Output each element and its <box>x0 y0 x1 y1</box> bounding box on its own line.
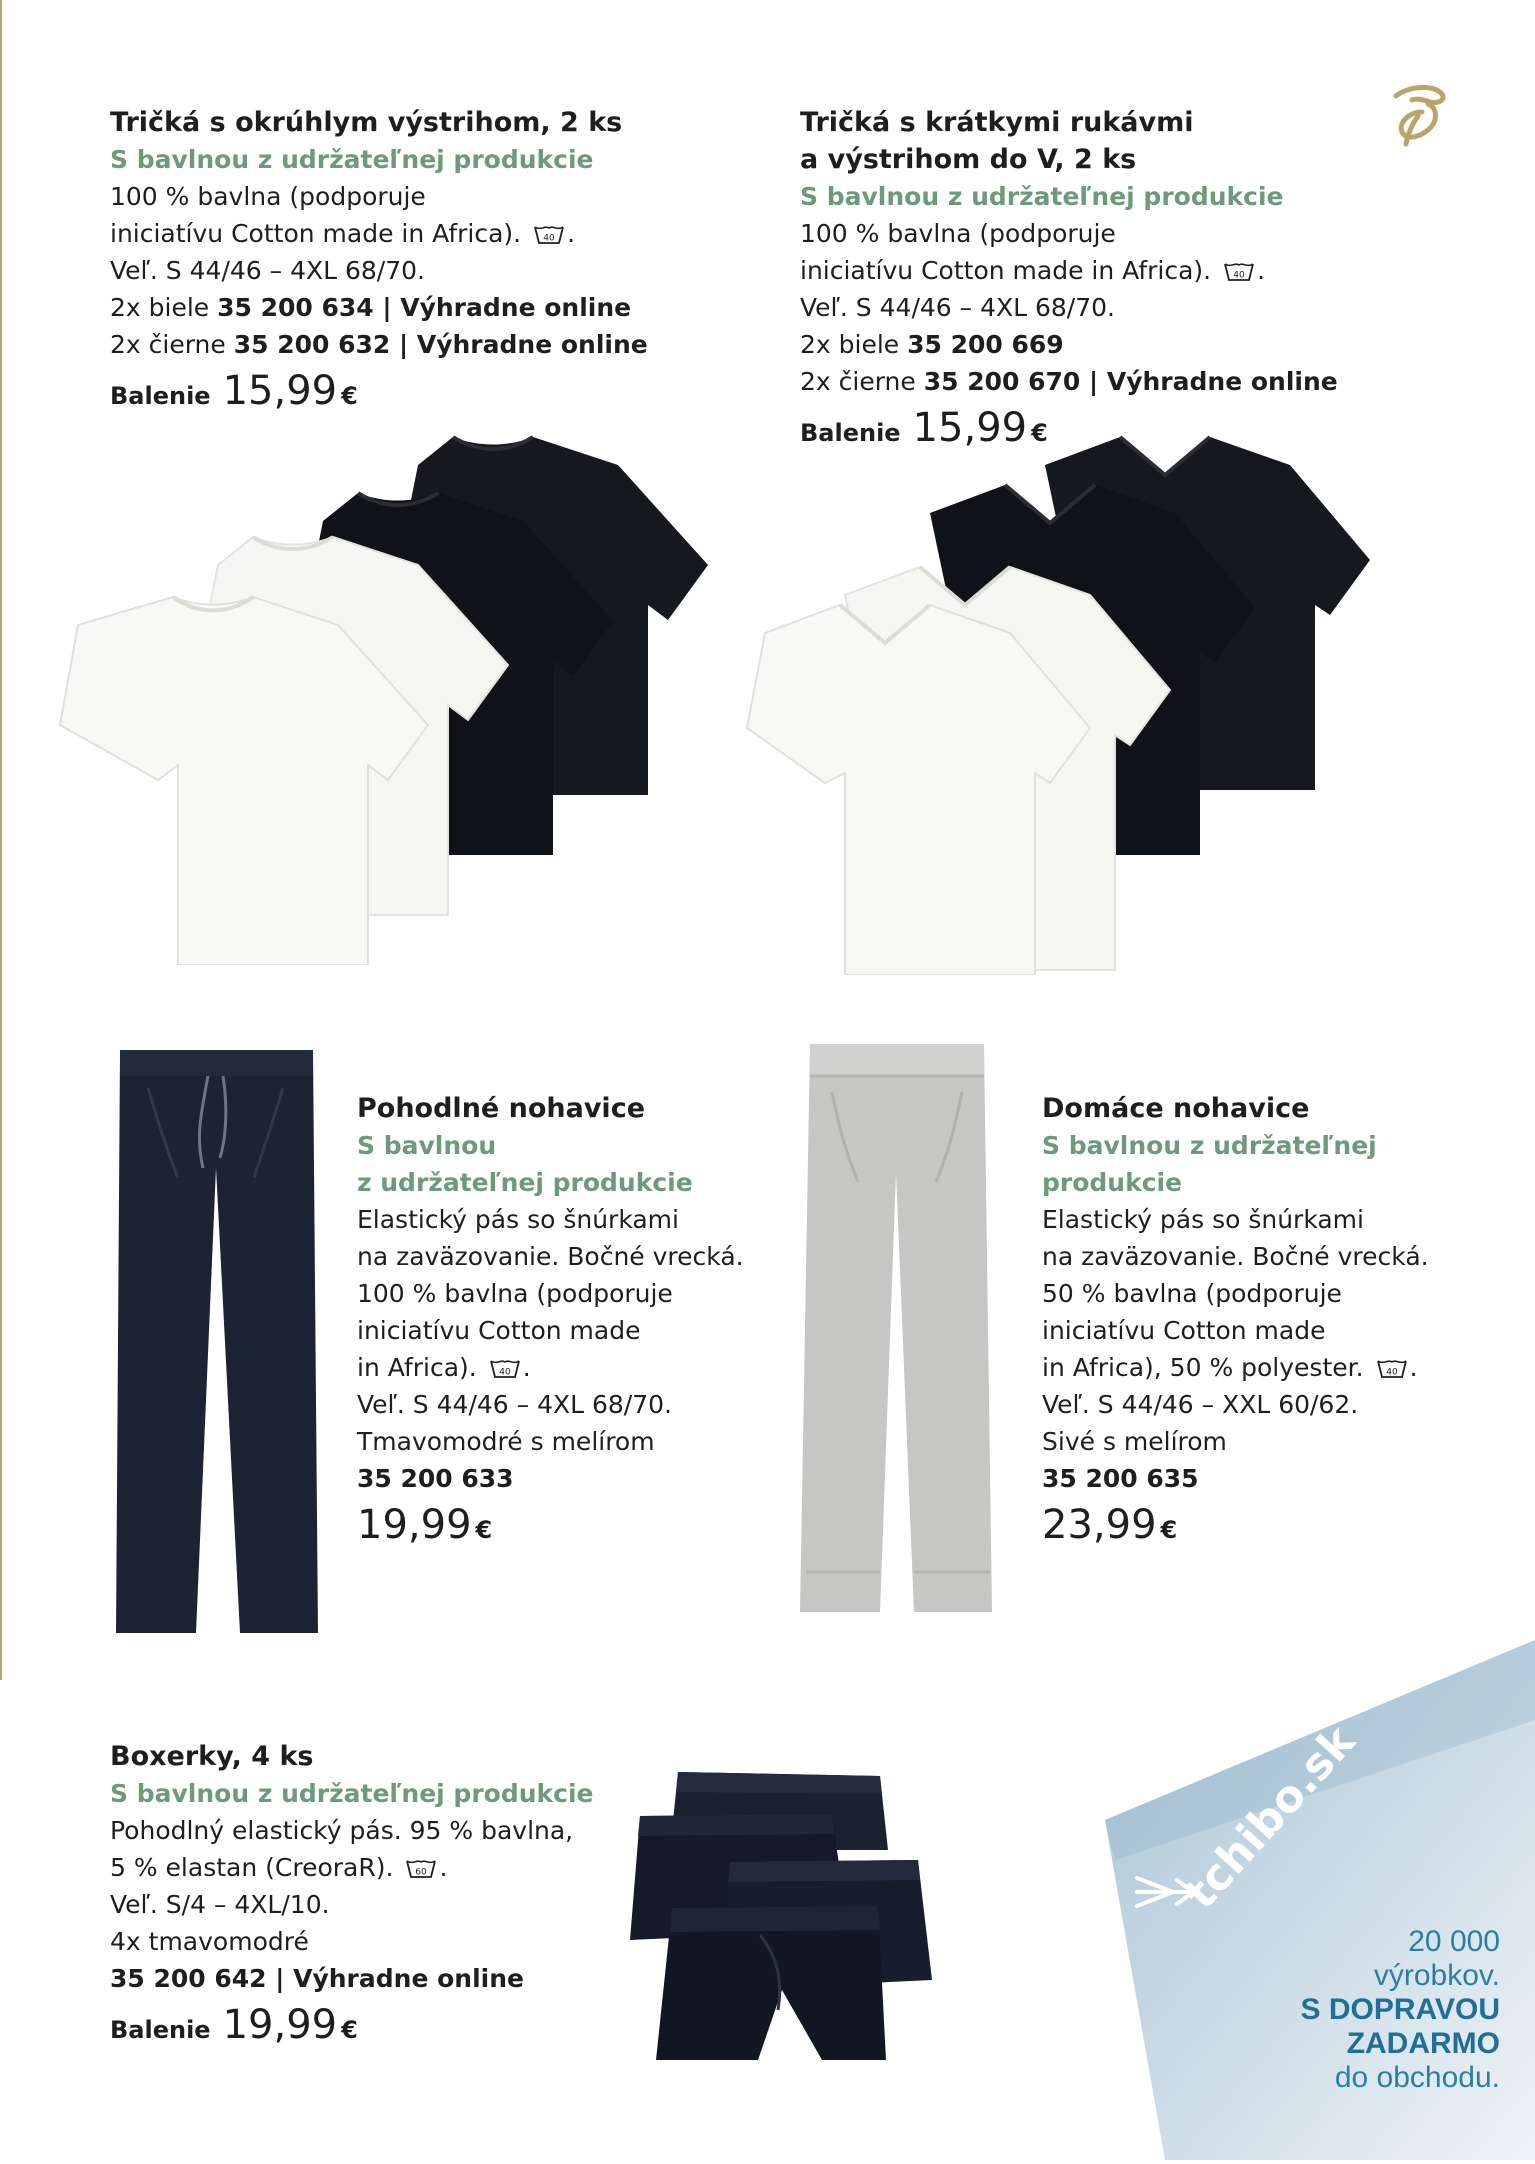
price-label: Balenie <box>800 419 901 447</box>
price-row <box>110 2002 594 2049</box>
variant-code: 35 200 634 | Výhradne online <box>217 293 632 322</box>
product-desc-line: 100 % bavlna (podporuje <box>110 182 426 211</box>
product-title: Pohodlné nohavice <box>357 1093 646 1124</box>
product-grey-pants <box>1042 1090 1429 1549</box>
product-code: 35 200 633 <box>357 1464 514 1493</box>
price-row <box>110 368 648 415</box>
variant-code: 35 200 669 <box>907 330 1064 359</box>
variant-label: 2x čierne <box>800 367 916 396</box>
price-label: Balenie <box>110 2016 211 2044</box>
product-subtitle: S bavlnou z udržateľnej produkcie <box>800 182 1284 211</box>
price-value: 19,99 <box>357 1502 472 1548</box>
product-desc-line: 100 % bavlna (podporuje <box>357 1279 673 1308</box>
svg-text:40: 40 <box>1385 1367 1398 1378</box>
tchibo-bean-logo-icon <box>1388 82 1450 148</box>
product-desc-text: iniciatívu Cotton made in Africa). <box>110 219 522 248</box>
product-round-neck-tshirts <box>110 104 648 415</box>
price-label: Balenie <box>110 382 211 410</box>
product-desc-line: Elastický pás so šnúrkami <box>1042 1205 1364 1234</box>
promo-bold-line: S DOPRAVOU <box>1300 1993 1500 2026</box>
product-subtitle: S bavlnou z udržateľnej produkcie <box>110 1779 594 1808</box>
svg-text:40: 40 <box>543 233 555 244</box>
product-title: Tričká s krátkymi rukávmi <box>800 107 1194 138</box>
product-title: Domáce nohavice <box>1042 1093 1310 1124</box>
product-subtitle: z udržateľnej produkcie <box>357 1168 693 1197</box>
product-boxers <box>110 1738 594 2049</box>
wash-40-icon <box>489 1358 521 1380</box>
product-variant <box>800 326 1338 363</box>
product-desc-line: 50 % bavlna (podporuje <box>1042 1279 1342 1308</box>
product-title: a výstrihom do V, 2 ks <box>800 144 1137 175</box>
product-subtitle: produkcie <box>1042 1168 1183 1197</box>
variant-label: 2x biele <box>110 293 210 322</box>
product-navy-pants <box>357 1090 744 1549</box>
navy-pants-image <box>108 1048 323 1638</box>
wash-60-icon <box>405 1858 437 1880</box>
price-value: 19,99 <box>222 2002 338 2048</box>
variant-code: 35 200 670 | Výhradne online <box>923 367 1338 396</box>
product-desc-line: Veľ. S 44/46 – 4XL 68/70. <box>357 1390 672 1419</box>
product-desc-line: Veľ. S 44/46 – 4XL 68/70. <box>800 293 1115 322</box>
currency: € <box>475 1516 493 1544</box>
product-desc-line: Pohodlný elastický pás. 95 % bavlna, <box>110 1816 574 1845</box>
grey-pants-image <box>796 1042 996 1617</box>
variant-label: 2x čierne <box>110 330 226 359</box>
product-desc-line-wash: in Africa). 40 . <box>357 1353 531 1382</box>
round-neck-tshirts-image <box>58 425 718 965</box>
product-desc-line: iniciatívu Cotton made <box>1042 1316 1326 1345</box>
svg-text:60: 60 <box>415 1867 428 1878</box>
product-title: Tričká s okrúhlym výstrihom, 2 ks <box>110 107 623 138</box>
product-code: 35 200 642 | Výhradne online <box>110 1964 524 1993</box>
product-desc-line-wash: 5 % elastan (CreoraR). 60 . <box>110 1853 448 1882</box>
product-desc-text: 5 % elastan (CreoraR). <box>110 1853 394 1882</box>
product-desc-text: iniciatívu Cotton made in Africa). <box>800 256 1212 285</box>
product-variant <box>110 289 648 326</box>
product-desc-line: iniciatívu Cotton made <box>357 1316 641 1345</box>
product-desc-line: Veľ. S 44/46 – 4XL 68/70. <box>110 256 425 285</box>
product-desc-line: Elastický pás so šnúrkami <box>357 1205 679 1234</box>
product-title: Boxerky, 4 ks <box>110 1741 314 1772</box>
price-value: 15,99 <box>912 405 1028 451</box>
product-subtitle: S bavlnou <box>357 1131 497 1160</box>
price-value: 23,99 <box>1042 1502 1157 1548</box>
product-desc-text: in Africa). <box>357 1353 477 1382</box>
wash-40-icon <box>1223 261 1255 283</box>
currency: € <box>1160 1516 1178 1544</box>
v-neck-tshirts-image <box>745 435 1375 975</box>
currency: € <box>341 2016 358 2044</box>
product-subtitle: S bavlnou z udržateľnej produkcie <box>110 145 594 174</box>
product-desc-line: na zaväzovanie. Bočné vrecká. <box>1042 1242 1429 1271</box>
product-desc-line: Tmavomodré s melírom <box>357 1427 655 1456</box>
product-desc-line: 100 % bavlna (podporuje <box>800 219 1116 248</box>
price-row <box>357 1502 744 1549</box>
product-desc-line: na zaväzovanie. Bočné vrecká. <box>357 1242 744 1271</box>
product-desc-text: in Africa), 50 % polyester. <box>1042 1353 1364 1382</box>
product-desc-line-wash: in Africa), 50 % polyester. 40 . <box>1042 1353 1418 1382</box>
price-row <box>1042 1502 1429 1549</box>
promo-line: výrobkov. <box>1373 1959 1500 1992</box>
product-desc-line: 4x tmavomodré <box>110 1927 309 1956</box>
product-desc-line-wash: iniciatívu Cotton made in Africa). 40 . <box>800 256 1266 285</box>
product-variant <box>110 326 648 363</box>
product-code: 35 200 635 <box>1042 1464 1199 1493</box>
svg-text:40: 40 <box>1233 270 1245 281</box>
variant-code: 35 200 632 | Výhradne online <box>233 330 648 359</box>
currency: € <box>1031 419 1048 447</box>
product-desc-line: Veľ. S/4 – 4XL/10. <box>110 1890 330 1919</box>
product-variant <box>800 363 1338 400</box>
promo-bold-line: ZADARMO <box>1346 2027 1500 2060</box>
price-value: 15,99 <box>222 368 338 414</box>
svg-text:40: 40 <box>499 1367 511 1378</box>
currency: € <box>341 382 358 410</box>
product-desc-line: Sivé s melírom <box>1042 1427 1227 1456</box>
product-desc-line: Veľ. S 44/46 – XXL 60/62. <box>1042 1390 1359 1419</box>
promo-line: 20 000 <box>1408 1925 1500 1958</box>
page-edge-line <box>0 0 2 1680</box>
promo-text <box>1301 1925 1500 2095</box>
product-subtitle: S bavlnou z udržateľnej <box>1042 1131 1377 1160</box>
product-v-neck-tshirts <box>800 104 1338 452</box>
promo-site-label: tchibo.sk <box>1175 1715 1366 1920</box>
promo-line: do obchodu. <box>1334 2061 1500 2094</box>
variant-label: 2x biele <box>800 330 900 359</box>
product-desc-line-wash: iniciatívu Cotton made in Africa). 40 . <box>110 219 576 248</box>
wash-40-icon <box>1376 1358 1408 1380</box>
wash-40-icon <box>533 224 565 246</box>
boxers-image <box>610 1770 950 2060</box>
